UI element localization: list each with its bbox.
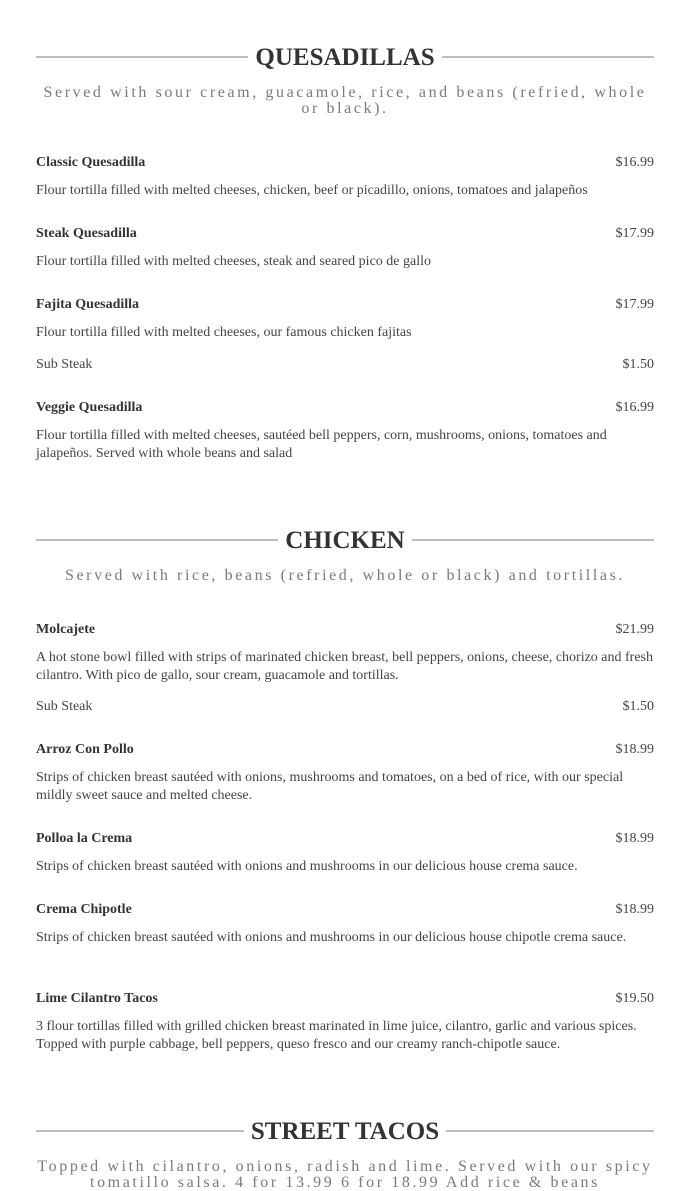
- divider-line: [412, 539, 654, 541]
- item-description: Flour tortilla filled with melted cheeses, our famous chicken fajitas: [36, 325, 412, 340]
- menu-item: [36, 901, 654, 919]
- item-name: Arroz Con Pollo: [36, 742, 134, 757]
- item-name: Veggie Quesadilla: [36, 400, 143, 415]
- item-name: Molcajete: [36, 622, 96, 637]
- item-description: Flour tortilla filled with melted cheeses, chicken, beef or picadillo, onions, tomatoes and jalapeños: [36, 183, 588, 198]
- item-price: $18.99: [615, 902, 654, 917]
- section-title: STREET TACOS: [250, 1117, 440, 1145]
- item-price: $19.50: [615, 991, 654, 1006]
- item-addon: [36, 356, 654, 374]
- addon-price: $1.50: [622, 357, 654, 372]
- item-addon: [36, 698, 654, 716]
- addon-label: Sub Steak: [36, 357, 93, 372]
- item-price: $18.99: [615, 831, 654, 846]
- section-title: QUESADILLAS: [255, 43, 435, 71]
- item-price: $17.99: [615, 297, 654, 312]
- section-header-quesadillas: [36, 37, 654, 77]
- item-description: Flour tortilla filled with melted cheeses, steak and seared pico de gallo: [36, 254, 431, 269]
- divider-line: [36, 1130, 244, 1132]
- section-subtitle: Topped with cilantro, onions, radish and lime. Served with our spicy tomatillo salsa. 4 for 13.99 6 for 18.99 Add rice & beans: [37, 1158, 653, 1191]
- menu-item: [36, 741, 654, 759]
- menu-item: [36, 621, 654, 639]
- item-name: Steak Quesadilla: [36, 226, 137, 241]
- item-price: $16.99: [615, 155, 654, 170]
- item-description: Strips of chicken breast sautéed with onions, mushrooms and tomatoes, on a bed of rice, with our special mildly sweet sauce and melted cheese.: [36, 770, 624, 803]
- menu-item: [36, 399, 654, 417]
- divider-line: [36, 539, 278, 541]
- section-subtitle: Served with sour cream, guacamole, rice, and beans (refried, whole or black).: [43, 84, 647, 117]
- menu-item: [36, 830, 654, 848]
- menu-item: [36, 296, 654, 314]
- item-description: Flour tortilla filled with melted cheeses, sautéed bell peppers, corn, mushrooms, onions, tomatoes and jalapeños. Served with whole beans and salad: [36, 428, 607, 461]
- section-header-street-tacos: [36, 1111, 654, 1151]
- divider-line: [442, 56, 654, 58]
- item-description: Strips of chicken breast sautéed with onions and mushrooms in our delicious house crema sauce.: [36, 859, 578, 874]
- divider-line: [446, 1130, 654, 1132]
- item-price: $18.99: [615, 742, 654, 757]
- item-name: Classic Quesadilla: [36, 155, 146, 170]
- item-name: Fajita Quesadilla: [36, 297, 140, 312]
- addon-label: Sub Steak: [36, 699, 93, 714]
- item-name: Crema Chipotle: [36, 902, 132, 917]
- item-name: Polloa la Crema: [36, 831, 133, 846]
- item-price: $21.99: [615, 622, 654, 637]
- menu-item: [36, 225, 654, 243]
- addon-price: $1.50: [622, 699, 654, 714]
- section-subtitle: Served with rice, beans (refried, whole or black) and tortillas.: [64, 567, 626, 584]
- item-description: 3 flour tortillas filled with grilled chicken breast marinated in lime juice, cilantro, garlic and various spices. Topped with purple cabbage, bell peppers, queso fresco and our creamy ranch-chipotle sauce.: [36, 1019, 637, 1052]
- section-title: CHICKEN: [285, 526, 405, 554]
- section-header-chicken: [36, 520, 654, 560]
- divider-line: [36, 56, 248, 58]
- item-price: $16.99: [615, 400, 654, 415]
- menu-item: [36, 990, 654, 1008]
- item-price: $17.99: [615, 226, 654, 241]
- item-name: Lime Cilantro Tacos: [36, 991, 158, 1006]
- menu-item: [36, 154, 654, 172]
- item-description: A hot stone bowl filled with strips of marinated chicken breast, bell peppers, onions, cheese, chorizo and fresh cilantro. With pico de gallo, sour cream, guacamole and tortillas.: [36, 650, 653, 683]
- item-description: Strips of chicken breast sautéed with onions and mushrooms in our delicious house chipotle crema sauce.: [36, 930, 627, 945]
